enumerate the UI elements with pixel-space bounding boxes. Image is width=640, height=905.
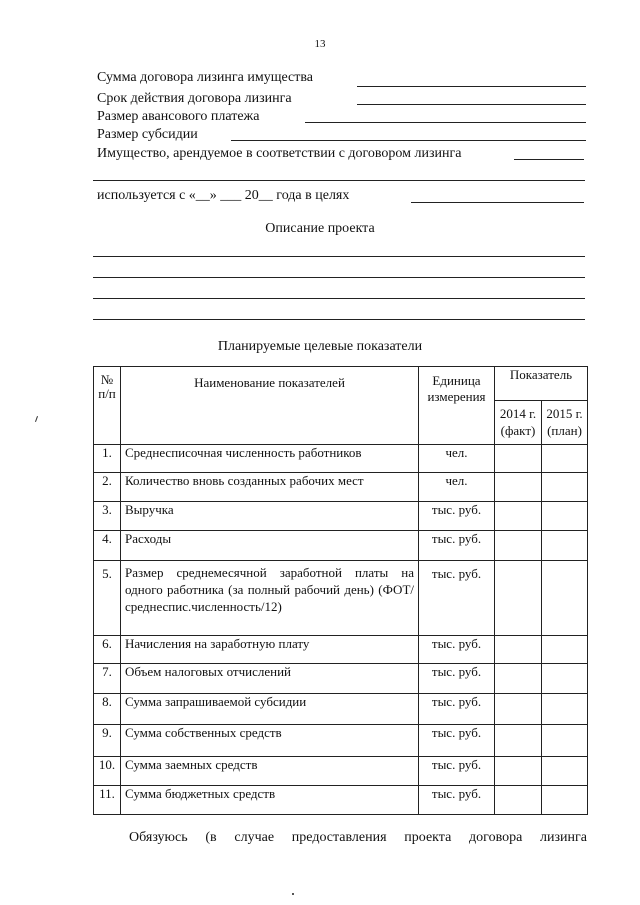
field-label-subsidy: Размер субсидии — [97, 127, 198, 142]
usage-purpose-blank[interactable] — [411, 202, 584, 203]
row-unit: тыс. руб. — [419, 561, 495, 636]
value-cell-2015[interactable] — [542, 502, 588, 531]
usage-line: используется с «__» ___ 20__ года в целях — [97, 188, 350, 203]
table-row — [94, 502, 588, 531]
header-number: № п/п — [94, 367, 121, 445]
row-unit: тыс. руб. — [419, 531, 495, 561]
description-line[interactable] — [93, 256, 585, 257]
row-number: 11. — [94, 786, 121, 815]
row-name: Расходы — [121, 531, 419, 561]
table-row — [94, 725, 588, 757]
row-number: 8. — [94, 694, 121, 725]
row-name: Сумма собственных средств — [121, 725, 419, 757]
row-unit: чел. — [419, 473, 495, 502]
row-unit: тыс. руб. — [419, 694, 495, 725]
row-number: 3. — [94, 502, 121, 531]
value-cell-2014[interactable] — [495, 664, 542, 694]
row-unit: тыс. руб. — [419, 664, 495, 694]
value-cell-2015[interactable] — [542, 561, 588, 636]
page-number: 13 — [314, 38, 326, 50]
row-name: Начисления на заработную плату — [121, 636, 419, 664]
header-value: Показатель — [495, 367, 588, 401]
row-name: Сумма запрашиваемой субсидии — [121, 694, 419, 725]
scan-mark — [35, 416, 38, 422]
description-line[interactable] — [93, 298, 585, 299]
value-cell-2015[interactable] — [542, 445, 588, 473]
row-number: 5. — [94, 561, 121, 636]
value-cell-2014[interactable] — [495, 502, 542, 531]
value-cell-2014[interactable] — [495, 694, 542, 725]
field-label-property: Имущество, арендуемое в соответствии с договором лизинга — [97, 146, 462, 161]
description-line[interactable] — [93, 319, 585, 320]
row-number: 10. — [94, 757, 121, 786]
value-cell-2015[interactable] — [542, 786, 588, 815]
field-blank-advance[interactable] — [305, 122, 586, 123]
row-unit: тыс. руб. — [419, 725, 495, 757]
table-row — [94, 561, 588, 636]
table-row — [94, 757, 588, 786]
obligation-text: Обязуюсь (в случае предоставления проекта договора лизинга — [129, 830, 587, 845]
table-row — [94, 636, 588, 664]
header-year-2014: 2014 г. (факт) — [495, 401, 542, 445]
table-row — [94, 531, 588, 561]
row-name: Объем налоговых отчислений — [121, 664, 419, 694]
row-name: Размер среднемесячной заработной платы на одного работника (за полный рабочий день) (ФОТ/среднеспис.численность/12) — [121, 561, 419, 636]
row-name: Сумма бюджетных средств — [121, 786, 419, 815]
value-cell-2015[interactable] — [542, 694, 588, 725]
row-number: 4. — [94, 531, 121, 561]
table-row — [94, 694, 588, 725]
value-cell-2014[interactable] — [495, 636, 542, 664]
description-title: Описание проекта — [265, 221, 375, 236]
value-cell-2015[interactable] — [542, 636, 588, 664]
row-name: Сумма заемных средств — [121, 757, 419, 786]
row-name: Среднесписочная численность работников — [121, 445, 419, 473]
table-row — [94, 473, 588, 502]
value-cell-2015[interactable] — [542, 664, 588, 694]
field-label-contract-amount: Сумма договора лизинга имущества — [97, 70, 314, 85]
field-label-advance: Размер авансового платежа — [97, 109, 260, 124]
field-blank-subsidy[interactable] — [231, 140, 586, 141]
value-cell-2014[interactable] — [495, 757, 542, 786]
row-name: Количество вновь созданных рабочих мест — [121, 473, 419, 502]
row-number: 1. — [94, 445, 121, 473]
description-line[interactable] — [93, 277, 585, 278]
value-cell-2015[interactable] — [542, 725, 588, 757]
header-year-2015: 2015 г. (план) — [542, 401, 588, 445]
field-blank-contract-term[interactable] — [357, 104, 586, 105]
row-unit: чел. — [419, 445, 495, 473]
field-blank-property-continued[interactable] — [93, 180, 585, 181]
value-cell-2014[interactable] — [495, 473, 542, 502]
value-cell-2014[interactable] — [495, 786, 542, 815]
table-row — [94, 664, 588, 694]
indicators-table — [93, 366, 588, 815]
value-cell-2014[interactable] — [495, 561, 542, 636]
row-number: 6. — [94, 636, 121, 664]
field-label-contract-term: Срок действия договора лизинга — [97, 91, 292, 106]
table-row — [94, 786, 588, 815]
header-unit: Единица измерения — [419, 367, 495, 445]
row-unit: тыс. руб. — [419, 786, 495, 815]
value-cell-2015[interactable] — [542, 757, 588, 786]
value-cell-2015[interactable] — [542, 531, 588, 561]
row-number: 2. — [94, 473, 121, 502]
table-row — [94, 445, 588, 473]
row-unit: тыс. руб. — [419, 502, 495, 531]
value-cell-2014[interactable] — [495, 531, 542, 561]
value-cell-2014[interactable] — [495, 445, 542, 473]
value-cell-2014[interactable] — [495, 725, 542, 757]
field-blank-contract-amount[interactable] — [357, 86, 586, 87]
row-unit: тыс. руб. — [419, 757, 495, 786]
row-number: 7. — [94, 664, 121, 694]
indicators-title: Планируемые целевые показатели — [217, 339, 423, 354]
value-cell-2015[interactable] — [542, 473, 588, 502]
row-number: 9. — [94, 725, 121, 757]
field-blank-property[interactable] — [514, 159, 584, 160]
row-unit: тыс. руб. — [419, 636, 495, 664]
row-name: Выручка — [121, 502, 419, 531]
scan-mark — [292, 893, 294, 895]
header-name: Наименование показателей — [121, 367, 419, 445]
